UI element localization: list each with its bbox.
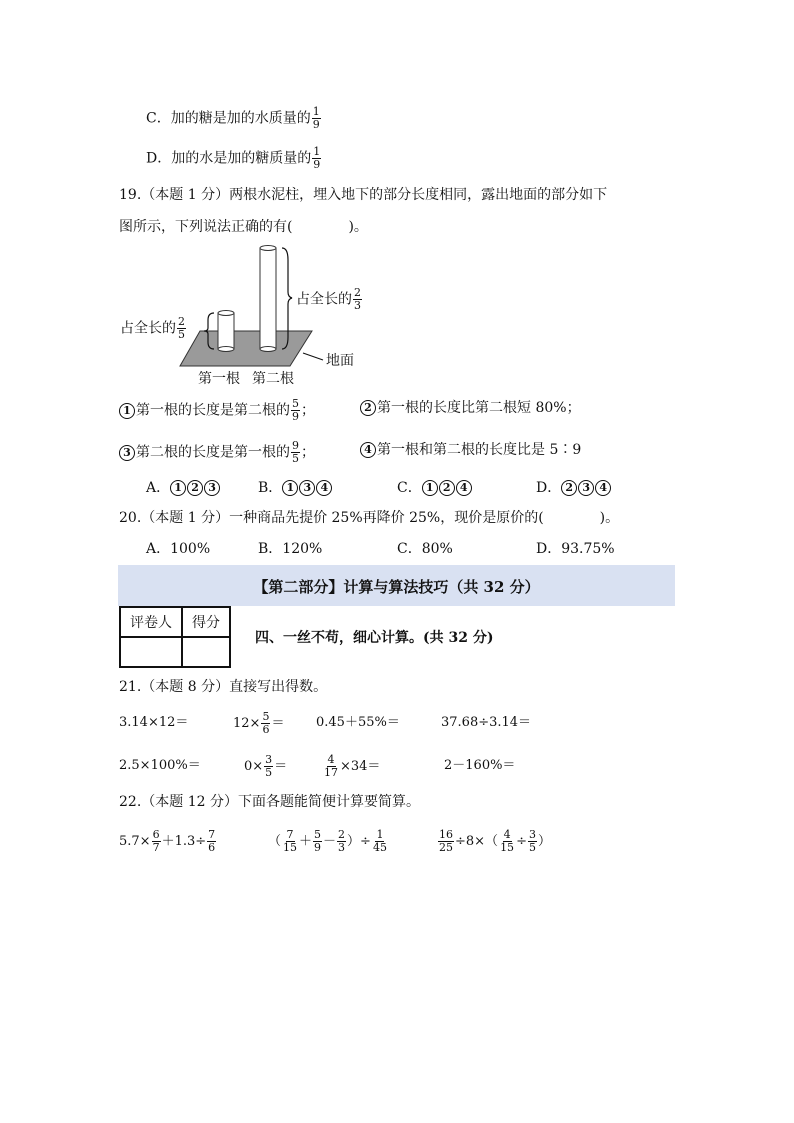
fraction: $\frac{5}{9}$ [314,828,322,854]
grader-header: 评卷人 [120,607,182,637]
fraction: $\frac{4}{17}$ [324,753,338,779]
figure-column-1-label: 第一根 [198,371,240,387]
q21-expr-6: 0× $\frac{3}{5}$ ＝ [244,753,288,779]
fraction: $\frac{5}{9}$ [292,397,299,423]
q21-expr-5: 2.5×100%＝ [119,758,201,773]
fraction: $\frac{1}{45}$ [372,828,387,854]
q19-stem-line2: 图所示，下列说法正确的有( )。 [119,219,368,235]
fraction: $\frac{5}{6}$ [262,710,270,736]
section-header-band [118,565,675,606]
q22-expr-a: 5.7× $\frac{6}{7}$ ＋1.3÷ $\frac{7}{6}$ [119,828,216,854]
fraction: $\frac{2}{5}$ [178,315,185,341]
q20-option-a[interactable]: A．100% [146,541,211,557]
q21-expr-4: 37.68÷3.14＝ [441,715,532,730]
q20-option-b[interactable]: B．120% [258,541,323,557]
q21-expr-3: 0.45＋55%＝ [316,715,400,730]
q21-expr-1: 3.14×12＝ [119,715,189,730]
figure-left-label: 占全长的 $\frac{2}{5}$ [120,315,185,341]
section-title: 【第二部分】计算与算法技巧（共 32 分） [253,578,540,596]
q20-option-d[interactable]: D．93.75% [536,541,615,557]
q21-expr-2: 12× $\frac{5}{6}$ ＝ [233,710,285,736]
column-1 [218,313,234,349]
fraction: $\frac{16}{25}$ [439,828,453,854]
statement-2: 2 第一根的长度比第二根短 80%； [360,398,581,418]
fraction: $\frac{4}{15}$ [500,828,515,854]
q19-option-a[interactable]: A． 1 2 3 [146,478,221,498]
fraction: $\frac{1}{9}$ [312,105,320,131]
q21-expr-8: 2－160%＝ [444,758,516,773]
q20-option-c[interactable]: C．80% [397,541,453,557]
fraction: $\frac{1}{9}$ [313,145,321,171]
q18-option-c [146,106,322,131]
q19-option-c[interactable]: C． 1 2 4 [397,478,473,498]
score-header: 得分 [182,607,230,637]
column-2-bottom [260,347,276,352]
q19-option-b[interactable]: B． 1 3 4 [258,478,333,498]
part-four-title: 四、一丝不苟，细心计算。(共 32 分) [255,630,494,646]
ground-plane [180,331,312,366]
figure-right-label: 占全长的 $\frac{2}{3}$ [296,286,361,312]
q22-expr-c: $\frac{16}{25}$ ÷8×（ $\frac{4}{15}$ ÷ $\frac{3}{5}$ ） [439,828,551,854]
fraction: $\frac{3}{5}$ [528,828,536,854]
q18-option-d-text: D．加的水是加的糖质量的 [146,150,312,167]
figure-ground-label: 地面 [326,353,354,369]
fraction: $\frac{2}{3}$ [338,828,346,854]
fraction: $\frac{2}{3}$ [354,286,361,312]
column-1-bottom [218,347,234,352]
statement-4: 4 第一根和第二根的长度比是 5∶9 [360,440,581,460]
q19-option-d[interactable]: D． 2 3 4 [536,478,612,498]
figure-column-2-label: 第二根 [252,371,294,387]
q21-expr-7: $\frac{4}{17}$ ×34＝ [324,753,381,779]
q22-stem: 22.（本题 12 分）下面各题能简便计算要简算。 [119,794,420,810]
circled-number: 3 [119,445,135,461]
fraction: $\frac{9}{5}$ [292,439,299,465]
fraction: $\frac{6}{7}$ [152,828,160,854]
ground-pointer [303,353,323,360]
circled-number: 1 [119,403,135,419]
statement-1: 1 第一根的长度是第二根的 $\frac{5}{9}$ ； [119,398,315,423]
score-table [119,606,231,668]
statement-3: 3 第二根的长度是第一根的 $\frac{9}{5}$ ； [119,440,315,465]
score-cell[interactable] [182,637,230,667]
circled-number: 2 [360,400,376,416]
q20-stem: 20.（本题 1 分）一种商品先提价 25%再降价 25%，现价是原价的( )。 [119,510,620,526]
grader-cell[interactable] [120,637,182,667]
column-2 [260,248,276,349]
column-2-top [260,246,276,251]
q18-option-d [146,146,322,171]
column-1-top [218,311,234,316]
q22-expr-b: （ $\frac{7}{15}$ ＋ $\frac{5}{9}$ － $\frac{2}{3}$ ）÷ $\frac{1}{45}$ [268,828,387,854]
circled-number: 4 [360,442,376,458]
fraction: $\frac{7}{6}$ [208,828,216,854]
q18-option-c-text: C．加的糖是加的水质量的 [146,110,311,127]
q19-stem-line1: 19.（本题 1 分）两根水泥柱，埋入地下的部分长度相同，露出地面的部分如下 [119,187,608,203]
q21-stem: 21.（本题 8 分）直接写出得数。 [119,679,328,695]
fraction: $\frac{3}{5}$ [265,753,273,779]
fraction: $\frac{7}{15}$ [283,828,298,854]
